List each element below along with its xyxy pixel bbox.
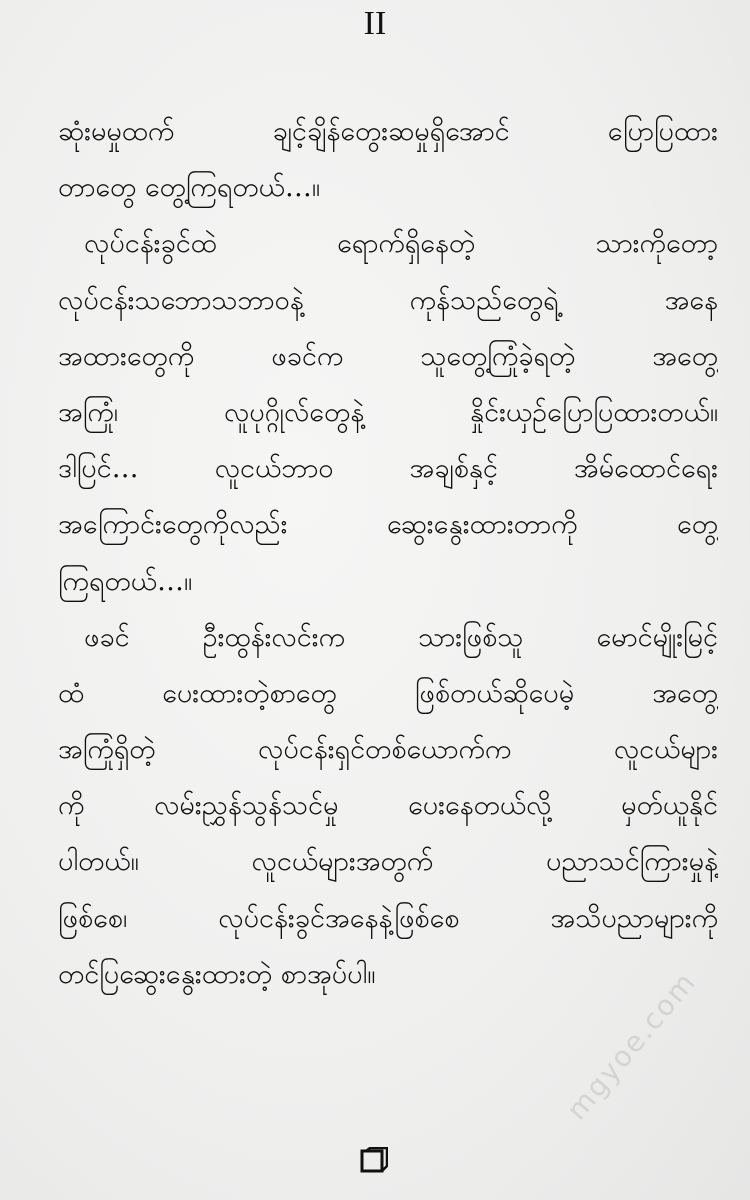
text-line: ပါတယ်။ လူငယ်များအတွက် ပညာသင်ကြားမှုနဲ့: [58, 846, 718, 878]
text-line: အထားတွေကို ဖခင်က သူတွေ့ကြုံခဲ့ရတဲ့ အတွေ့: [58, 340, 718, 372]
text-line: အကြောင်းတွေကိုလည်း ဆွေးနွေးထားတာကို တွေ့: [58, 509, 718, 541]
body-text: [58, 104, 718, 1003]
text-line: လုပ်ငန်းသဘောသဘာဝနဲ့ ကုန်သည်တွေရဲ့ အနေ: [58, 284, 718, 316]
watermark: mgyoe.com: [560, 965, 703, 1127]
text-line: အကြုံ၊ လူပုဂ္ဂိုလ်တွေနဲ့ နှိုင်းယှဉ်ပြောပြထားတယ်။: [58, 396, 718, 428]
text-line: လုပ်ငန်းခွင်ထဲ ရောက်ရှိနေတဲ့ သားကိုတော့: [84, 228, 718, 260]
text-line: ဆုံးမမှုထက် ချင့်ချိန်တွေးဆမှုရှိအောင် ပြောပြထား: [58, 116, 718, 147]
text-line: ဖခင် ဦးထွန်းလင်းက သားဖြစ်သူ မောင်မျိုးမြင့်: [84, 621, 718, 653]
text-line: ကြရတယ်…။: [58, 565, 193, 597]
text-line: တာတွေ တွေ့ကြရတယ်…။: [58, 172, 320, 204]
text-line: ဒါပြင်… လူငယ်ဘာဝ အချစ်နှင့် အိမ်ထောင်ရေး: [58, 453, 718, 485]
text-line: ထံ ပေးထားတဲ့စာတွေ ဖြစ်တယ်ဆိုပေမဲ့ အတွေ့: [58, 677, 718, 709]
text-line: တင်ပြဆွေးနွေးထားတဲ့ စာအုပ်ပါ။: [58, 958, 376, 990]
end-mark-icon: [360, 1147, 388, 1173]
text-line: ဖြစ်စေ၊ လုပ်ငန်းခွင်အနေနဲ့ဖြစ်စေ အသိပညာများကို: [58, 902, 718, 934]
text-line: အကြုံရှိတဲ့ လုပ်ငန်းရှင်တစ်ယောက်က လူငယ်များ: [58, 734, 718, 766]
text-line: ကို လမ်းညွှန်သွန်သင်မှု ပေးနေတယ်လို့ မှတ်ယူနိုင်: [58, 790, 718, 822]
page-number: II: [363, 5, 387, 42]
